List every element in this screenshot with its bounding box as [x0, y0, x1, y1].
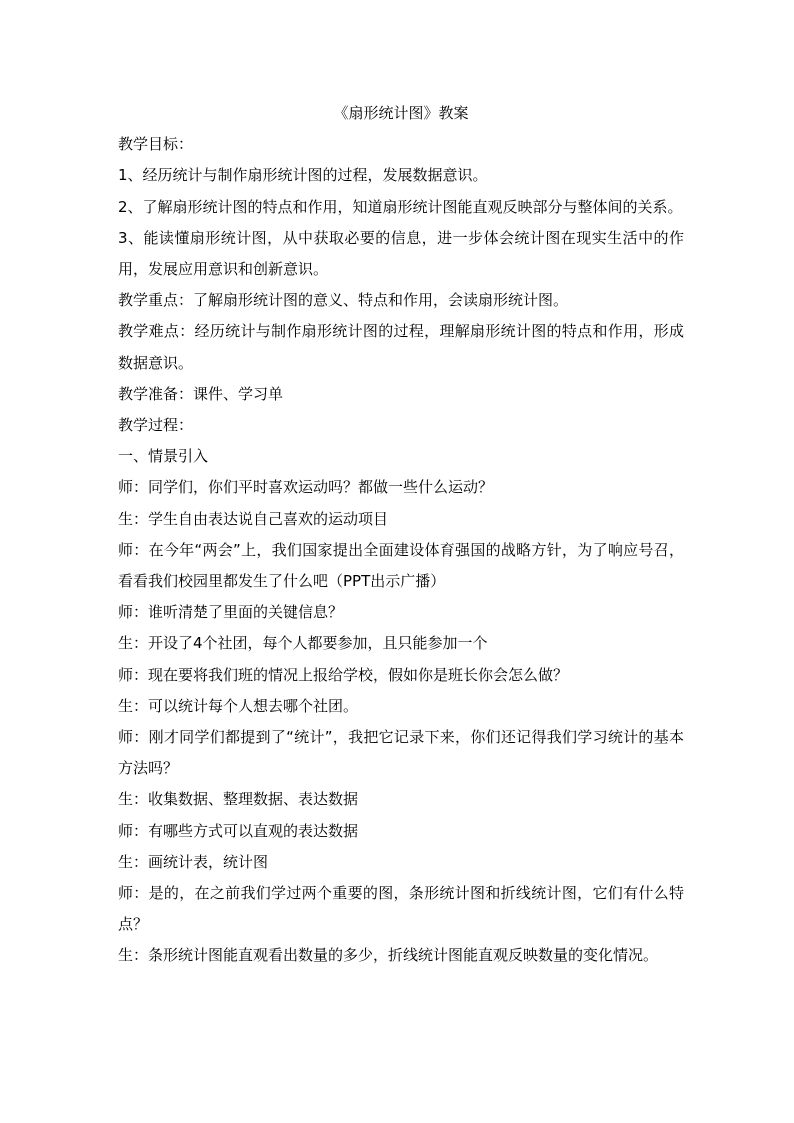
paragraph-key-points: 教学重点：了解扇形统计图的意义、特点和作用，会读扇形统计图。	[118, 291, 569, 310]
paragraph-goal-1: 1、经历统计与制作扇形统计图的过程，发展数据意识。	[118, 166, 488, 185]
paragraph-difficulties: 教学难点：经历统计与制作扇形统计图的过程，理解扇形统计图的特点和作用，形成数据意识。	[118, 322, 684, 372]
dialogue-line: 生：条形统计图能直观看出数量的多少，折线统计图能直观反映数量的变化情况。	[118, 946, 659, 965]
paragraph-process: 教学过程：	[118, 416, 194, 435]
paragraph-goal-3: 3、能读懂扇形统计图，从中获取必要的信息，进一步体会统计图在现实生活中的作用，发展应用意识和创新意识。	[118, 228, 684, 279]
dialogue-line: 生：可以统计每个人想去哪个社团。	[118, 696, 359, 715]
paragraph-goal-2: 2、了解扇形统计图的特点和作用，知道扇形统计图能直观反映部分与整体间的关系。	[118, 197, 683, 216]
dialogue-line: 师：谁听清楚了里面的关键信息？	[118, 603, 344, 622]
paragraph-section-1: 一、情景引入	[118, 447, 209, 466]
dialogue-line: 生：画统计表，统计图	[118, 852, 269, 871]
dialogue-line: 师：有哪些方式可以直观的表达数据	[118, 821, 359, 840]
dialogue-line: 生：开设了4个社团，每个人都要参加，且只能参加一个	[118, 634, 488, 653]
dialogue-line: 师：在今年“两会”上，我们国家提出全面建设体育强国的战略方针，为了响应号召，看看我们校园里都发生了什么吧（PPT出示广播）	[118, 540, 684, 591]
dialogue-line: 师：是的，在之前我们学过两个重要的图，条形统计图和折线统计图，它们有什么特点？	[118, 884, 684, 934]
dialogue-line: 生：收集数据、整理数据、表达数据	[118, 790, 359, 809]
paragraph-preparation: 教学准备：课件、学习单	[118, 384, 284, 403]
paragraph-teaching-goals: 教学目标：	[118, 135, 194, 154]
document-page	[118, 98, 684, 972]
dialogue-line: 师：刚才同学们都提到了“统计”，我把它记录下来，你们还记得我们学习统计的基本方法吗？	[118, 728, 684, 778]
document-title: 《扇形统计图》教案	[333, 104, 469, 122]
dialogue-line: 生：学生自由表达说自己喜欢的运动项目	[118, 509, 389, 528]
dialogue-line: 师：同学们，你们平时喜欢运动吗？都做一些什么运动？	[118, 478, 494, 497]
dialogue-line: 师：现在要将我们班的情况上报给学校，假如你是班长你会怎么做？	[118, 665, 569, 684]
